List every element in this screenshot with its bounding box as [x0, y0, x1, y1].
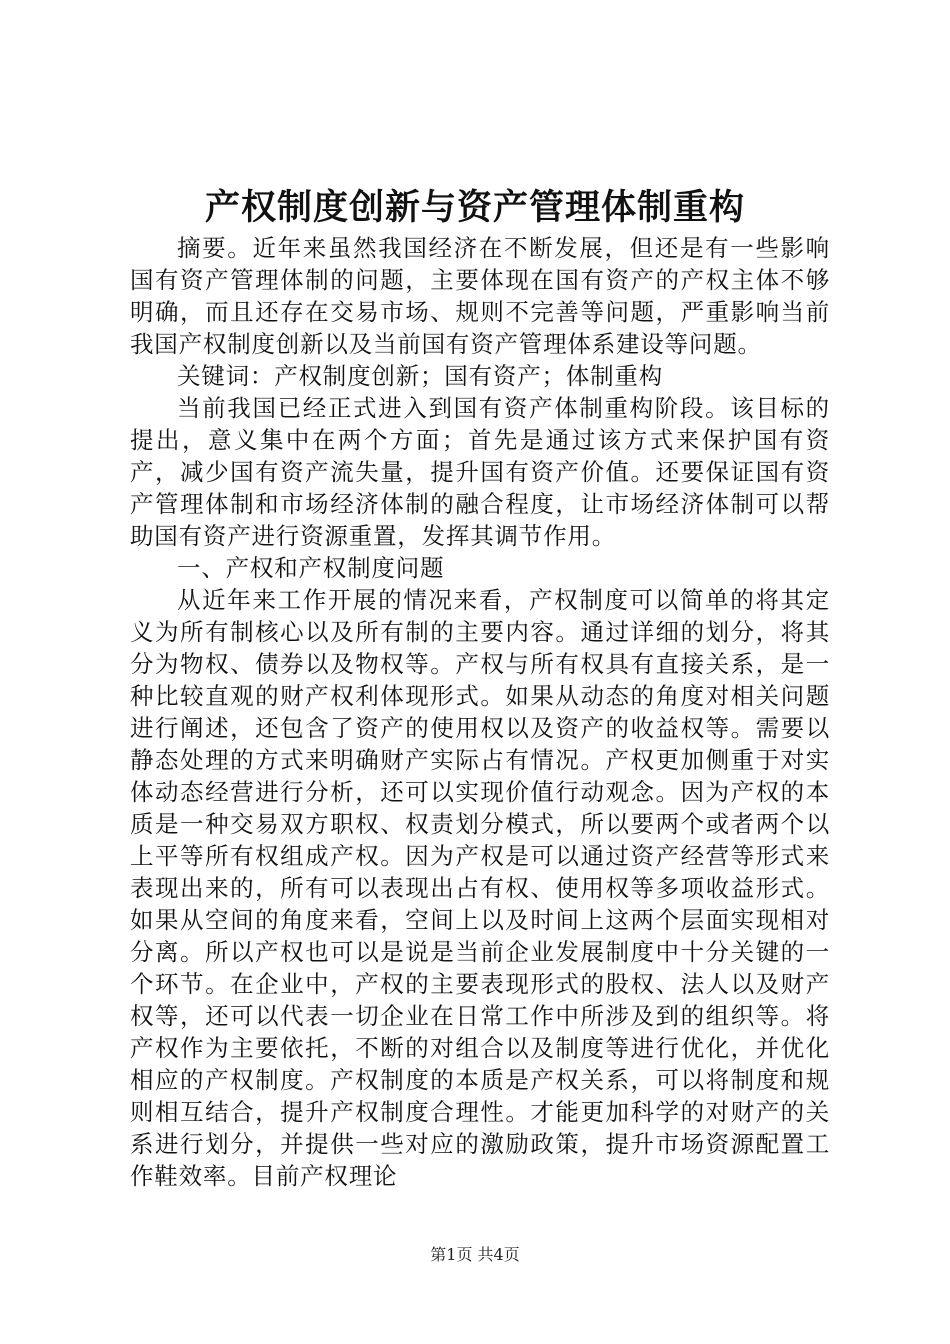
section-paragraph: 从近年来工作开展的情况来看，产权制度可以简单的将其定义为所有制核心以及所有制的主要内容。通过详细的划分，将其分为物权、债券以及物权等。产权与所有权具有直接关系，是一种比较直观的财产权利体现形式。如果从动态的角度对相关问题进行阐述，还包含了资产的使用权以及资产的收益权等。需要以静态处理的方式来明确财产实际占有情况。产权更加侧重于对实体动态经营进行分析，还可以实现价值行动观念。因为产权的本质是一种交易双方职权、权责划分模式，所以要两个或者两个以上平等所有权组成产权。因为产权是可以通过资产经营等形式来表现出来的，所有可以表现出占有权、使用权等多项收益形式。如果从空间的角度来看，空间上以及时间上这两个层面实现相对分离。所以产权也可以是说是当前企业发展制度中十分关键的一个环节。在企业中，产权的主要表现形式的股权、法人以及财产权等，还可以代表一切企业在日常工作中所涉及到的组织等。将产权作为主要依托，不断的对组合以及制度等进行优化，并优化相应的产权制度。产权制度的本质是产权关系，可以将制度和规则相互结合，提升产权制度合理性。才能更加科学的对财产的关系进行划分，并提供一些对应的激励政策，提升市场资源配置工作鞋效率。目前产权理论 — [130, 586, 830, 1190]
abstract-paragraph: 摘要。近年来虽然我国经济在不断发展，但还是有一些影响国有资产管理体制的问题，主要体现在国有资产的产权主体不够明确，而且还存在交易市场、规则不完善等问题，严重影响当前我国产权制度创新以及当前国有资产管理体系建设等问题。 — [130, 234, 830, 358]
document-body — [130, 232, 830, 1192]
page-footer: 第1页 共4页 — [430, 1245, 520, 1264]
intro-paragraph: 当前我国已经正式进入到国有资产体制重构阶段。该目标的提出，意义集中在两个方面；首先是通过该方式来保护国有资产，减少国有资产流失量，提升国有资产价值。还要保证国有资产管理体制和市场经济体制的融合程度，让市场经济体制可以帮助国有资产进行资源重置，发挥其调节作用。 — [130, 394, 830, 550]
document-title: 产权制度创新与资产管理体制重构 — [204, 187, 745, 228]
section-heading: 一、产权和产权制度问题 — [177, 554, 445, 582]
keywords-paragraph: 关键词：产权制度创新；国有资产；体制重构 — [177, 362, 663, 390]
